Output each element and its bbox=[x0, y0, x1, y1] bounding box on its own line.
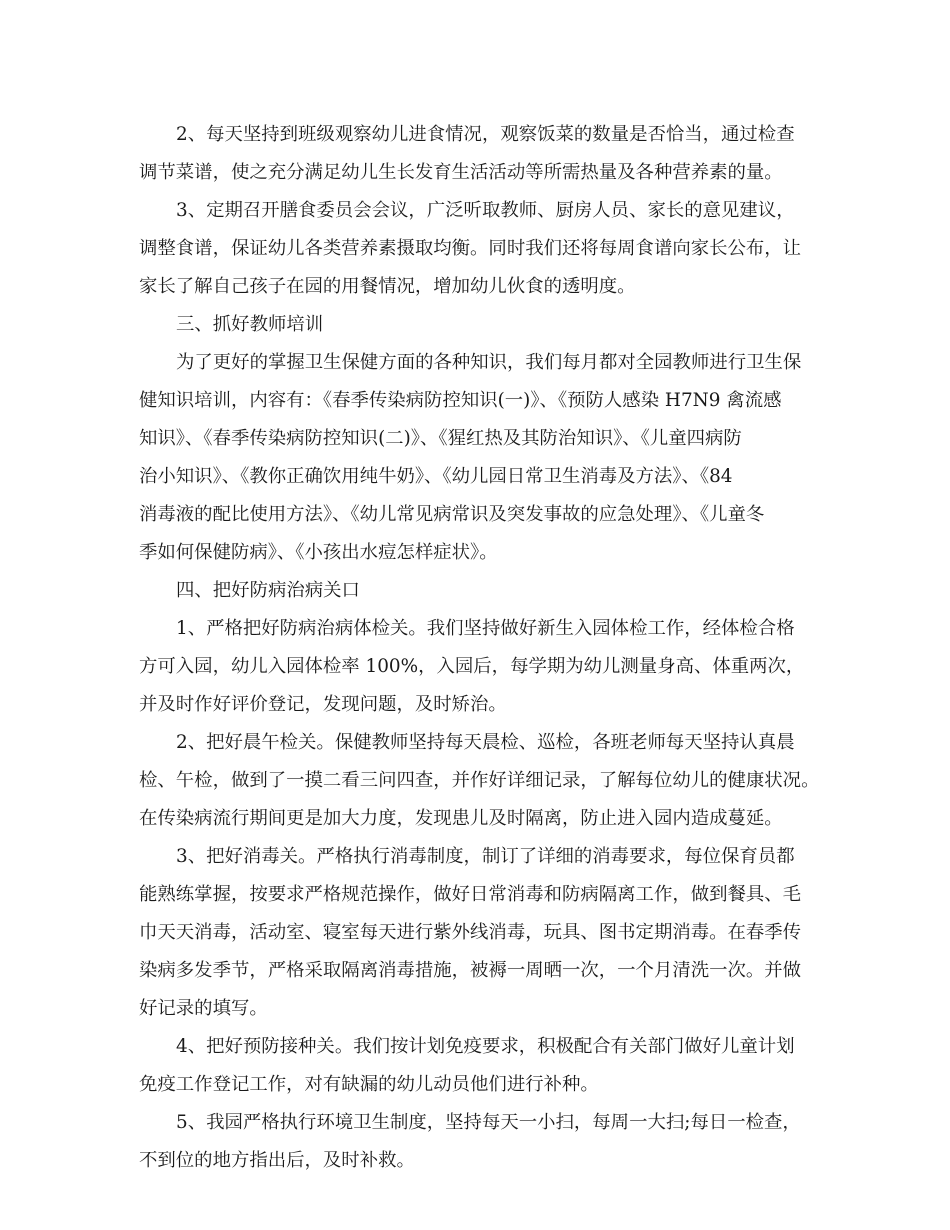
text-line: 2、每天坚持到班级观察幼儿进食情况，观察饭菜的数量是否恰当，通过检查 bbox=[176, 124, 795, 145]
text-line: 并及时作好评价登记，发现问题，及时矫治。 bbox=[139, 694, 507, 715]
text-line: 调整食谱，保证幼儿各类营养素摄取均衡。同时我们还将每周食谱向家长公布，让 bbox=[139, 238, 802, 259]
text-line: 3、把好消毒关。严格执行消毒制度，制订了详细的消毒要求，每位保育员都 bbox=[176, 846, 795, 867]
text-line: 免疫工作登记工作，对有缺漏的幼儿动员他们进行补种。 bbox=[139, 1074, 599, 1095]
text-line: 在传染病流行期间更是加大力度，发现患儿及时隔离，防止进入园内造成蔓延。 bbox=[139, 808, 783, 829]
text-line: 1、严格把好防病治病体检关。我们坚持做好新生入园体检工作，经体检合格 bbox=[176, 618, 795, 639]
text-line: 为了更好的掌握卫生保健方面的各种知识，我们每月都对全园教师进行卫生保 bbox=[176, 352, 802, 373]
text-line: 好记录的填写。 bbox=[139, 998, 268, 1019]
document-body bbox=[139, 116, 823, 1180]
text-line: 消毒液的配比使用方法》、《幼儿常见病常识及突发事故的应急处理》、《儿童冬 bbox=[139, 504, 765, 525]
text-line: 知识》、《春季传染病防控知识(二)》、《猩红热及其防治知识》、《儿童四病防 bbox=[139, 428, 742, 449]
text-line: 四、把好防病治病关口 bbox=[176, 580, 360, 601]
text-line: 检、午检，做到了一摸二看三问四查，并作好详细记录，了解每位幼儿的健康状况。 bbox=[139, 770, 820, 791]
text-line: 方可入园，幼儿入园体检率 100%，入园后，每学期为幼儿测量身高、体重两次， bbox=[139, 656, 805, 677]
text-line: 不到位的地方指出后，及时补救。 bbox=[139, 1150, 415, 1171]
text-line: 2、把好晨午检关。保健教师坚持每天晨检、巡检，各班老师每天坚持认真晨 bbox=[176, 732, 795, 753]
text-line: 能熟练掌握，按要求严格规范操作，做好日常消毒和防病隔离工作，做到餐具、毛 bbox=[139, 884, 802, 905]
text-line: 季如何保健防病》、《小孩出水痘怎样症状》。 bbox=[139, 542, 498, 563]
text-line: 3、定期召开膳食委员会会议，广泛听取教师、厨房人员、家长的意见建议， bbox=[176, 200, 795, 221]
text-line: 家长了解自己孩子在园的用餐情况，增加幼儿伙食的透明度。 bbox=[139, 276, 636, 297]
text-line: 调节菜谱，使之充分满足幼儿生长发育生活活动等所需热量及各种营养素的量。 bbox=[139, 162, 783, 183]
text-line: 4、把好预防接种关。我们按计划免疫要求，积极配合有关部门做好儿童计划 bbox=[176, 1036, 795, 1057]
text-line: 染病多发季节，严格采取隔离消毒措施，被褥一周晒一次，一个月清洗一次。并做 bbox=[139, 960, 802, 981]
text-line: 治小知识》、《教你正确饮用纯牛奶》、《幼儿园日常卫生消毒及方法》、《84 bbox=[139, 466, 733, 487]
text-line: 巾天天消毒，活动室、寝室每天进行紫外线消毒，玩具、图书定期消毒。在春季传 bbox=[139, 922, 802, 943]
text-line: 5、我园严格执行环境卫生制度，坚持每天一小扫，每周一大扫;每日一检查， bbox=[176, 1112, 801, 1133]
text-line: 三、抓好教师培训 bbox=[176, 314, 324, 335]
text-line: 健知识培训，内容有：《春季传染病防控知识(一)》、《预防人感染 H7N9 禽流感 bbox=[139, 390, 782, 411]
